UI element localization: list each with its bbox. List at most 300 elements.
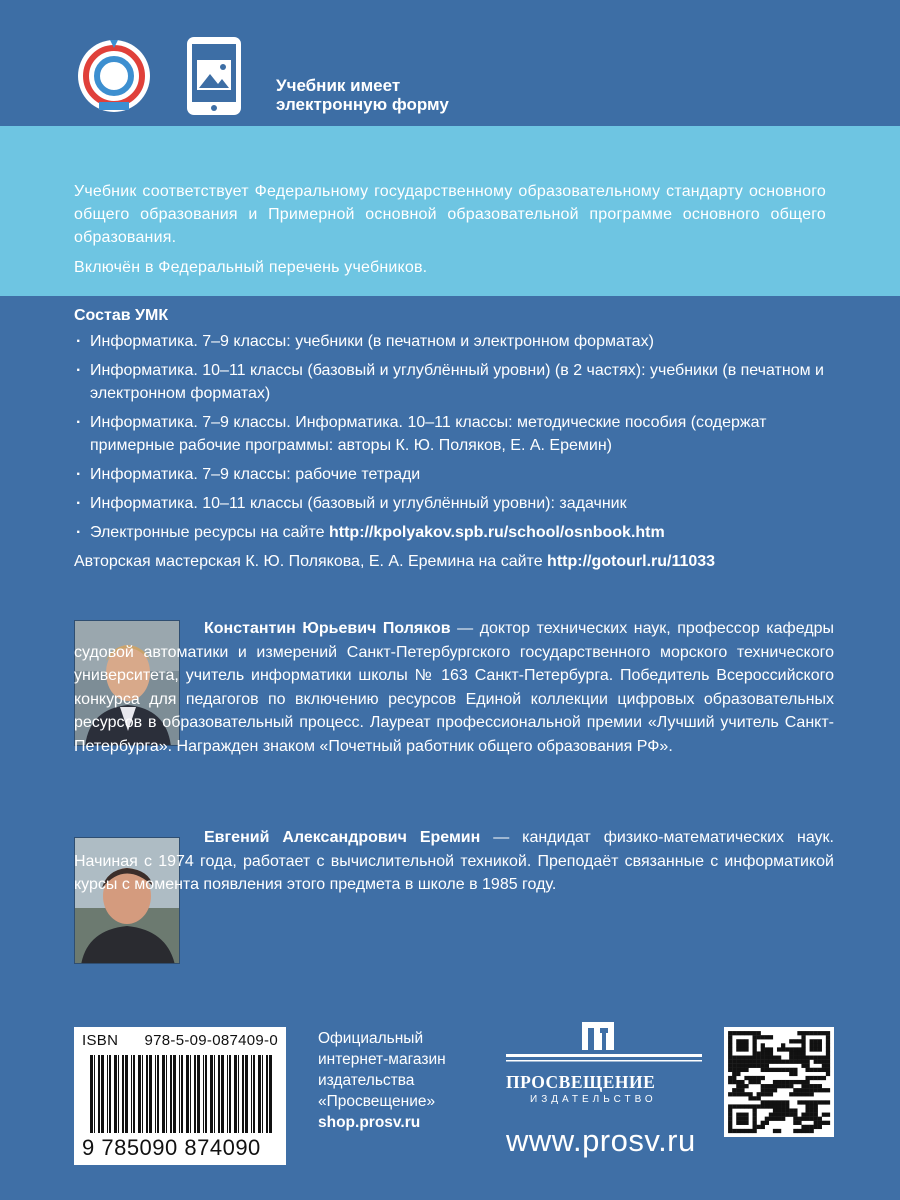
qr-module bbox=[740, 1121, 744, 1125]
qr-module bbox=[761, 1076, 765, 1080]
qr-module bbox=[814, 1084, 818, 1088]
qr-module bbox=[805, 1125, 809, 1129]
qr-module bbox=[797, 1051, 801, 1055]
qr-module bbox=[740, 1047, 744, 1051]
qr-module bbox=[793, 1080, 797, 1084]
qr-module bbox=[761, 1043, 765, 1047]
qr-module bbox=[801, 1084, 805, 1088]
qr-module bbox=[793, 1056, 797, 1060]
barcode-bar bbox=[218, 1055, 220, 1133]
qr-module bbox=[805, 1117, 809, 1121]
qr-module bbox=[777, 1104, 781, 1108]
qr-module bbox=[773, 1100, 777, 1104]
qr-module bbox=[761, 1064, 765, 1068]
qr-module bbox=[765, 1117, 769, 1121]
barcode-bar bbox=[251, 1055, 252, 1133]
barcode-bar bbox=[114, 1055, 117, 1133]
qr-module bbox=[773, 1104, 777, 1108]
qr-module bbox=[728, 1047, 732, 1051]
qr-module bbox=[826, 1100, 830, 1104]
barcode-bar bbox=[170, 1055, 172, 1133]
standard-paragraph: Учебник соответствует Федеральному государственному образовательному стандарту основного общего образования и Примерной основной образовательной программе основного общего образования. bbox=[74, 183, 826, 246]
qr-module bbox=[801, 1088, 805, 1092]
qr-module bbox=[805, 1092, 809, 1096]
qr-module bbox=[757, 1092, 761, 1096]
qr-module bbox=[744, 1047, 748, 1051]
qr-module bbox=[805, 1113, 809, 1117]
qr-module bbox=[793, 1088, 797, 1092]
barcode-bar bbox=[118, 1055, 119, 1133]
qr-module bbox=[805, 1031, 809, 1035]
qr-module bbox=[757, 1035, 761, 1039]
qr-module bbox=[810, 1125, 814, 1129]
qr-module bbox=[793, 1072, 797, 1076]
qr-module bbox=[769, 1104, 773, 1108]
qr-module bbox=[736, 1043, 740, 1047]
qr-module bbox=[805, 1068, 809, 1072]
qr-module bbox=[810, 1100, 814, 1104]
qr-module bbox=[777, 1108, 781, 1112]
qr-module bbox=[748, 1092, 752, 1096]
qr-module bbox=[781, 1117, 785, 1121]
barcode-bar bbox=[242, 1055, 244, 1133]
barcode-bar bbox=[107, 1055, 108, 1133]
workshop-link[interactable]: http://gotourl.ru/11033 bbox=[547, 553, 716, 570]
qr-module bbox=[805, 1076, 809, 1080]
qr-module bbox=[769, 1088, 773, 1092]
qr-module bbox=[748, 1076, 752, 1080]
qr-module bbox=[765, 1121, 769, 1125]
qr-module bbox=[785, 1068, 789, 1072]
qr-module bbox=[753, 1121, 757, 1125]
qr-module bbox=[814, 1113, 818, 1117]
barcode-bar bbox=[131, 1055, 132, 1133]
qr-module bbox=[728, 1080, 732, 1084]
qr-module bbox=[797, 1047, 801, 1051]
qr-module bbox=[732, 1129, 736, 1133]
barcode-bars bbox=[82, 1055, 278, 1133]
qr-module bbox=[736, 1072, 740, 1076]
qr-module bbox=[789, 1092, 793, 1096]
qr-module bbox=[757, 1125, 761, 1129]
qr-module bbox=[793, 1129, 797, 1133]
qr-module bbox=[801, 1056, 805, 1060]
qr-module bbox=[753, 1104, 757, 1108]
qr-module bbox=[748, 1031, 752, 1035]
qr-module bbox=[773, 1113, 777, 1117]
qr-module bbox=[814, 1125, 818, 1129]
qr-module bbox=[781, 1060, 785, 1064]
umk-heading: Состав УМК bbox=[74, 307, 169, 324]
qr-module bbox=[753, 1056, 757, 1060]
qr-module bbox=[810, 1113, 814, 1117]
qr-module bbox=[801, 1129, 805, 1133]
qr-module bbox=[810, 1039, 814, 1043]
resources-prefix: Электронные ресурсы на сайте bbox=[90, 524, 329, 541]
qr-module bbox=[814, 1060, 818, 1064]
qr-module bbox=[814, 1056, 818, 1060]
qr-module bbox=[805, 1064, 809, 1068]
qr-module bbox=[810, 1031, 814, 1035]
qr-module bbox=[805, 1100, 809, 1104]
barcode-bar bbox=[229, 1055, 231, 1133]
qr-module bbox=[826, 1051, 830, 1055]
barcode-bar bbox=[90, 1055, 93, 1133]
qr-module bbox=[818, 1039, 822, 1043]
barcode-bar bbox=[157, 1055, 159, 1133]
qr-module bbox=[818, 1100, 822, 1104]
isbn-label: ISBN bbox=[82, 1032, 119, 1049]
qr-module bbox=[826, 1068, 830, 1072]
qr-module bbox=[801, 1060, 805, 1064]
qr-module bbox=[744, 1104, 748, 1108]
qr-module bbox=[814, 1117, 818, 1121]
qr-module bbox=[785, 1108, 789, 1112]
qr-module bbox=[728, 1060, 732, 1064]
qr-module bbox=[748, 1056, 752, 1060]
qr-module bbox=[773, 1084, 777, 1088]
qr-module bbox=[810, 1047, 814, 1051]
qr-module bbox=[773, 1060, 777, 1064]
qr-module bbox=[732, 1072, 736, 1076]
qr-module bbox=[822, 1031, 826, 1035]
barcode-bar bbox=[262, 1055, 263, 1133]
qr-module bbox=[814, 1039, 818, 1043]
qr-module bbox=[744, 1084, 748, 1088]
qr-module bbox=[801, 1064, 805, 1068]
qr-module bbox=[732, 1104, 736, 1108]
qr-module bbox=[822, 1076, 826, 1080]
qr-module bbox=[761, 1121, 765, 1125]
qr-module bbox=[822, 1113, 826, 1117]
qr-module bbox=[797, 1031, 801, 1035]
barcode-bar bbox=[173, 1055, 176, 1133]
qr-module bbox=[777, 1056, 781, 1060]
qr-module bbox=[753, 1129, 757, 1133]
qr-code-icon[interactable] bbox=[724, 1027, 834, 1137]
author-bio-text: — доктор технических наук, профессор кафедры судовой автоматики и измерений Санкт-Петербургского государственного морского технического университета, учитель информатики школы № 163 Санкт-Петербурга. Победитель Всероссийского конкурса для педагогов по включению ресурсов Единой коллекции цифровых образовательных ресурсов в образовательный процесс. Лауреат профессиональной премии «Лучший учитель Санкт-Петербурга». Награжден знаком «Почетный работник общего образования РФ». bbox=[74, 620, 834, 755]
qr-module bbox=[757, 1031, 761, 1035]
qr-module bbox=[797, 1060, 801, 1064]
qr-module bbox=[728, 1031, 732, 1035]
qr-module bbox=[810, 1092, 814, 1096]
qr-module bbox=[732, 1080, 736, 1084]
qr-module bbox=[736, 1088, 740, 1092]
qr-module bbox=[805, 1084, 809, 1088]
qr-module bbox=[777, 1129, 781, 1133]
qr-module bbox=[818, 1125, 822, 1129]
qr-module bbox=[761, 1047, 765, 1051]
qr-module bbox=[785, 1100, 789, 1104]
qr-module bbox=[753, 1080, 757, 1084]
qr-module bbox=[765, 1060, 769, 1064]
qr-module bbox=[801, 1092, 805, 1096]
qr-module bbox=[797, 1056, 801, 1060]
resources-link[interactable]: http://kpolyakov.spb.ru/school/osnbook.htm bbox=[329, 524, 665, 541]
qr-module bbox=[736, 1068, 740, 1072]
qr-module bbox=[789, 1084, 793, 1088]
qr-module bbox=[736, 1113, 740, 1117]
qr-module bbox=[744, 1129, 748, 1133]
qr-module bbox=[781, 1043, 785, 1047]
barcode-bar bbox=[94, 1055, 95, 1133]
qr-module bbox=[744, 1068, 748, 1072]
qr-module bbox=[732, 1056, 736, 1060]
qr-module bbox=[761, 1084, 765, 1088]
qr-module bbox=[753, 1076, 757, 1080]
barcode-bar bbox=[197, 1055, 200, 1133]
qr-module bbox=[801, 1043, 805, 1047]
qr-module bbox=[797, 1092, 801, 1096]
barcode-bar bbox=[194, 1055, 196, 1133]
qr-module bbox=[818, 1056, 822, 1060]
qr-module bbox=[814, 1068, 818, 1072]
barcode-bar bbox=[227, 1055, 228, 1133]
barcode-bar bbox=[266, 1055, 268, 1133]
umk-list bbox=[74, 330, 834, 544]
qr-module bbox=[793, 1068, 797, 1072]
author-name: Константин Юрьевич Поляков bbox=[204, 620, 451, 637]
barcode-bar bbox=[149, 1055, 152, 1133]
qr-module bbox=[814, 1104, 818, 1108]
qr-module bbox=[818, 1043, 822, 1047]
barcode-bar bbox=[186, 1055, 189, 1133]
qr-module bbox=[744, 1113, 748, 1117]
qr-module bbox=[765, 1084, 769, 1088]
qr-module bbox=[826, 1088, 830, 1092]
umk-item: · Информатика. 7–9 классы. Информатика. 10–11 классы: методические пособия (содержат примерные рабочие программы: авторы К. Ю. Поляков, Е. А. Еремин) bbox=[74, 411, 834, 457]
qr-module bbox=[797, 1121, 801, 1125]
qr-module bbox=[777, 1047, 781, 1051]
qr-module bbox=[761, 1088, 765, 1092]
qr-module bbox=[797, 1080, 801, 1084]
qr-module bbox=[753, 1060, 757, 1064]
qr-module bbox=[781, 1068, 785, 1072]
qr-module bbox=[761, 1035, 765, 1039]
qr-module bbox=[761, 1100, 765, 1104]
qr-module bbox=[736, 1121, 740, 1125]
qr-module bbox=[797, 1088, 801, 1092]
qr-module bbox=[822, 1060, 826, 1064]
federal-list-note: Включён в Федеральный перечень учебников. bbox=[74, 259, 428, 276]
qr-module bbox=[773, 1117, 777, 1121]
qr-module bbox=[744, 1076, 748, 1080]
qr-module bbox=[748, 1129, 752, 1133]
qr-module bbox=[814, 1121, 818, 1125]
qr-module bbox=[728, 1064, 732, 1068]
author-name: Евгений Александрович Еремин bbox=[204, 829, 481, 846]
qr-module bbox=[797, 1039, 801, 1043]
shop-line-4: «Просвещение» bbox=[318, 1093, 436, 1110]
barcode-bar bbox=[210, 1055, 213, 1133]
qr-module bbox=[826, 1121, 830, 1125]
qr-module bbox=[761, 1104, 765, 1108]
qr-module bbox=[810, 1129, 814, 1133]
qr-module bbox=[761, 1125, 765, 1129]
qr-module bbox=[789, 1047, 793, 1051]
qr-module bbox=[818, 1121, 822, 1125]
barcode-bar bbox=[245, 1055, 248, 1133]
barcode-bar bbox=[238, 1055, 239, 1133]
qr-module bbox=[805, 1108, 809, 1112]
barcode-bar bbox=[142, 1055, 143, 1133]
qr-module bbox=[773, 1056, 777, 1060]
shop-link[interactable]: shop.prosv.ru bbox=[318, 1114, 421, 1131]
barcode-bar bbox=[258, 1055, 261, 1133]
qr-module bbox=[744, 1117, 748, 1121]
qr-module bbox=[740, 1117, 744, 1121]
qr-module bbox=[740, 1064, 744, 1068]
qr-module bbox=[736, 1056, 740, 1060]
barcode-bar bbox=[122, 1055, 124, 1133]
qr-module bbox=[728, 1121, 732, 1125]
qr-module bbox=[822, 1121, 826, 1125]
qr-module bbox=[732, 1088, 736, 1092]
standard-logo-icon bbox=[74, 36, 154, 116]
barcode-bar bbox=[146, 1055, 148, 1133]
qr-module bbox=[801, 1117, 805, 1121]
umk-item: · Информатика. 7–9 классы: рабочие тетради bbox=[74, 463, 834, 486]
workshop-line bbox=[74, 550, 834, 573]
qr-module bbox=[810, 1056, 814, 1060]
qr-module bbox=[740, 1056, 744, 1060]
umk-item: · Информатика. 7–9 классы: учебники (в печатном и электронном форматах) bbox=[74, 330, 834, 353]
qr-module bbox=[801, 1039, 805, 1043]
isbn-line bbox=[82, 1032, 278, 1049]
qr-module bbox=[740, 1068, 744, 1072]
qr-module bbox=[789, 1051, 793, 1055]
barcode-bar bbox=[253, 1055, 255, 1133]
qr-module bbox=[801, 1035, 805, 1039]
qr-module bbox=[814, 1088, 818, 1092]
qr-module bbox=[732, 1064, 736, 1068]
qr-module bbox=[736, 1080, 740, 1084]
qr-module bbox=[789, 1060, 793, 1064]
qr-module bbox=[740, 1031, 744, 1035]
barcode-bar bbox=[162, 1055, 165, 1133]
barcode-bar bbox=[125, 1055, 128, 1133]
qr-module bbox=[740, 1043, 744, 1047]
qr-module bbox=[777, 1117, 781, 1121]
qr-module bbox=[801, 1100, 805, 1104]
qr-module bbox=[728, 1056, 732, 1060]
qr-module bbox=[822, 1056, 826, 1060]
qr-module bbox=[814, 1108, 818, 1112]
qr-module bbox=[822, 1064, 826, 1068]
qr-module bbox=[736, 1104, 740, 1108]
qr-module bbox=[732, 1092, 736, 1096]
qr-module bbox=[740, 1088, 744, 1092]
qr-module bbox=[769, 1068, 773, 1072]
qr-module bbox=[732, 1068, 736, 1072]
qr-module bbox=[781, 1104, 785, 1108]
qr-module bbox=[810, 1104, 814, 1108]
qr-module bbox=[744, 1064, 748, 1068]
qr-module bbox=[740, 1060, 744, 1064]
qr-module bbox=[777, 1113, 781, 1117]
eform-line-2: электронную форму bbox=[276, 95, 449, 114]
publisher-link[interactable]: www.prosv.ru bbox=[506, 1123, 696, 1158]
qr-module bbox=[781, 1084, 785, 1088]
qr-module bbox=[818, 1060, 822, 1064]
qr-module bbox=[797, 1117, 801, 1121]
qr-module bbox=[761, 1051, 765, 1055]
qr-module bbox=[744, 1031, 748, 1035]
qr-module bbox=[740, 1080, 744, 1084]
qr-module bbox=[728, 1125, 732, 1129]
qr-module bbox=[773, 1108, 777, 1112]
barcode-bar bbox=[98, 1055, 100, 1133]
qr-module bbox=[740, 1104, 744, 1108]
qr-module bbox=[777, 1100, 781, 1104]
qr-module bbox=[761, 1060, 765, 1064]
qr-module bbox=[785, 1084, 789, 1088]
qr-module bbox=[744, 1060, 748, 1064]
qr-module bbox=[785, 1104, 789, 1108]
barcode-bar bbox=[133, 1055, 135, 1133]
qr-module bbox=[789, 1072, 793, 1076]
qr-module bbox=[781, 1100, 785, 1104]
qr-module bbox=[826, 1064, 830, 1068]
qr-module bbox=[769, 1047, 773, 1051]
qr-module bbox=[757, 1056, 761, 1060]
qr-module bbox=[797, 1129, 801, 1133]
qr-module bbox=[753, 1113, 757, 1117]
online-shop-note bbox=[318, 1028, 446, 1133]
barcode-bar bbox=[155, 1055, 156, 1133]
qr-module bbox=[740, 1084, 744, 1088]
qr-module bbox=[805, 1080, 809, 1084]
eform-line-1: Учебник имеет bbox=[276, 76, 401, 95]
qr-module bbox=[765, 1104, 769, 1108]
qr-module bbox=[793, 1047, 797, 1051]
author-bio-text: — кандидат физико-математических наук. Начиная с 1974 года, работает с вычислительной техникой. Преподаёт связанные с информатикой курсы с момента появления этого предмета в школе в 1985 году. bbox=[74, 829, 834, 893]
qr-module bbox=[793, 1117, 797, 1121]
isbn-barcode bbox=[74, 1027, 286, 1165]
qr-module bbox=[736, 1031, 740, 1035]
qr-module bbox=[822, 1088, 826, 1092]
qr-module bbox=[826, 1056, 830, 1060]
qr-module bbox=[728, 1076, 732, 1080]
barcode-bar bbox=[234, 1055, 237, 1133]
qr-module bbox=[765, 1051, 769, 1055]
qr-module bbox=[761, 1092, 765, 1096]
qr-module bbox=[789, 1056, 793, 1060]
barcode-bar bbox=[109, 1055, 111, 1133]
qr-module bbox=[748, 1104, 752, 1108]
author-bio-eremin bbox=[74, 826, 834, 897]
qr-module bbox=[769, 1100, 773, 1104]
qr-module bbox=[826, 1072, 830, 1076]
qr-module bbox=[744, 1039, 748, 1043]
qr-module bbox=[822, 1100, 826, 1104]
barcode-bar bbox=[269, 1055, 272, 1133]
umk-section bbox=[74, 304, 834, 573]
barcode-bar bbox=[181, 1055, 183, 1133]
qr-module bbox=[801, 1051, 805, 1055]
qr-module bbox=[818, 1088, 822, 1092]
qr-module bbox=[814, 1043, 818, 1047]
qr-module bbox=[748, 1060, 752, 1064]
qr-module bbox=[744, 1121, 748, 1125]
standard-band bbox=[0, 126, 900, 296]
umk-item: · Информатика. 10–11 классы (базовый и углублённый уровни): задачник bbox=[74, 492, 834, 515]
eform-note bbox=[276, 76, 449, 114]
qr-module bbox=[728, 1108, 732, 1112]
qr-module bbox=[810, 1088, 814, 1092]
qr-module bbox=[822, 1068, 826, 1072]
qr-module bbox=[728, 1117, 732, 1121]
